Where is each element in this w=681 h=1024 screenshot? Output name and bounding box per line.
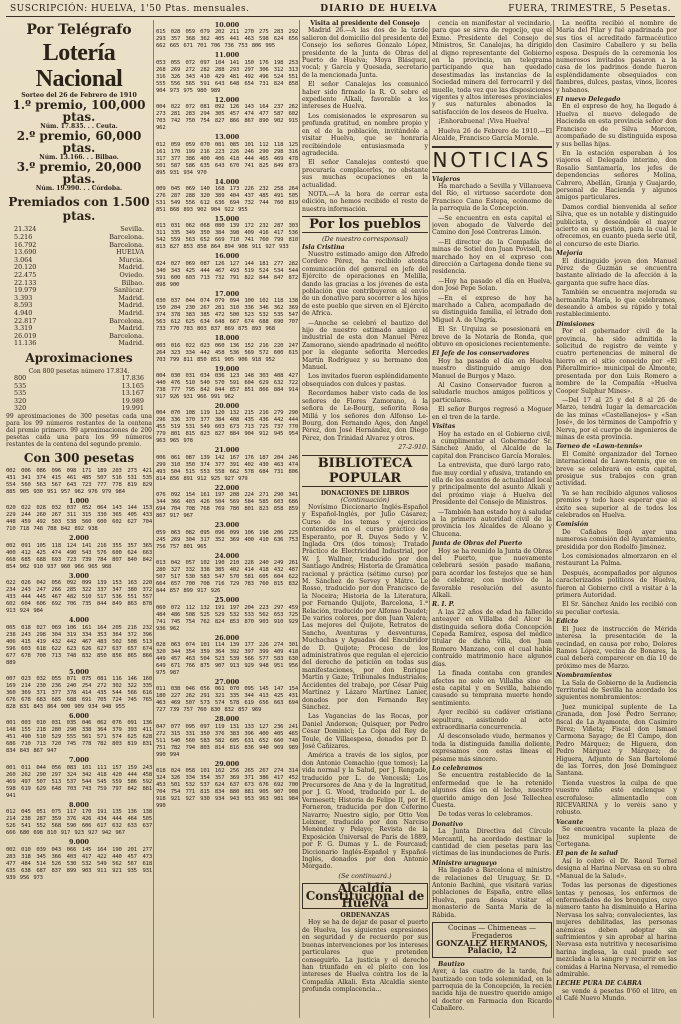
news-item-heading: Viajeros — [432, 175, 461, 183]
news-item-body: —También han estado hoy á saludar a la primera autoridad civil de la provincia los Alcaldes de Aloano y Chucena. — [432, 508, 552, 538]
news-item-body: El señor Burgos regresó a Moguer en el tren de la tarde. — [432, 406, 552, 421]
prize-third-number: Núm. 19.990. . . Córdoba. — [35, 185, 123, 193]
news-item-body: Juez municipal suplente de La Granada, don José Pedro Serrano; fiscal de La Ayamonte, don Casimiro Pérez; Viñeta; Fiscal don Ismael Carmona Sayago; de El Campo, don Pedro Márquez; de Higuera, don Pedro Márquez y Márquez; de Higuera, Adjunto de San Bartolomé de las Torres, don José Domínguez Santana. — [556, 703, 677, 778]
number-block-heading: 22.000 — [214, 483, 240, 492]
advert-cocinas — [432, 922, 552, 958]
news-item-heading: Donativo — [432, 820, 463, 828]
news-item-body: Se encuentra restablecido de la enfermedad que le ha retenido algunos días en el lecho, nuestro querido amigo don José Tellechea Cuesta. — [432, 772, 552, 809]
visit-paragraph: El señor Canalejas contestó que procuraría complacerles, no obstante sus muchas ocupaciones en la actualidad. — [302, 159, 428, 189]
aprox-amount: 320 — [14, 396, 27, 405]
column-rule — [429, 20, 430, 1018]
alcaldia-subheading: ORDENANZAS — [340, 912, 390, 920]
premiado-number: 3.319 — [14, 324, 33, 333]
news-item-heading: R. I. P. — [432, 601, 455, 609]
biblioteca-end: (Se continuará.) — [338, 871, 392, 880]
news-item-heading: Visitas — [432, 423, 456, 431]
number-block: 007 023 032 055 071 075 081 116 146 160 169 214 230 236 240 254 272 302 322 335 360 369 371 377 378 414 435 544 566 616 676 678 683 685 688 691 705 724 745 765 828 831 843 864 900 909 934 948 955 — [6, 675, 152, 710]
number-block: 012 045 051 075 117 170 191 135 136 138 214 238 287 359 376 426 434 444 464 505 526 541 552 568 590 606 617 632 633 637 666 680 698 810 917 923 927 942 967 — [6, 809, 152, 837]
news-item-body: En el expreso de hoy, ha llegado á Huelva el nuevo delegado de Hacienda en esta provincia señor don Francisco de Silva Morcon, acompañado de su distinguida esposa y sus bellas hijas. — [556, 103, 677, 148]
pueblos-paragraph: —Anoche se celebró el bautizo del hijo de nuestro estimado amigo el industrial de esta don Manuel Pérez Zamorano, siendo apadrinado el neófito por la elegante señorita Mercedes Martín Rodríguez y su hermano don Manuel. — [302, 319, 428, 372]
news-item-body: —Se encuentra en esta capital el joven abogado de Valverde del Camino don José Contreras Limón. — [432, 214, 552, 237]
news-item-heading: Lo celebramos — [432, 764, 483, 772]
premiado-number: 8.593 — [14, 301, 33, 310]
number-block-heading: 2.000 — [68, 534, 89, 543]
bautizo-heading: Bautizo — [438, 960, 465, 968]
number-block-heading: 18.000 — [214, 334, 240, 343]
news-item-body: Al desconsolado viudo, hermanos y toda la distinguida familia doliente, expresamos con estas líneas el pésame más sincero. — [432, 733, 552, 763]
premiado-city: Madrid. — [118, 301, 144, 310]
premiado-city: Sevilla. — [120, 225, 144, 234]
news-item-body: Damos cordial bienvenida al señor Silva, que es un notable y distinguido publicista, y deseándole el mayor acierto en su gestión, para la cual le ofrecemos, en cuanto pueda serle útil, el concurso de este Diario. — [556, 203, 677, 248]
prize-second-number: Núm. 13.166. . . Bilbao. — [39, 154, 119, 162]
premiado-number: 3.064 — [14, 255, 33, 264]
news-item-body: El Sr. Sánchez Anido les recibió con su peculiar cortesía. — [556, 601, 677, 616]
news-item-body: se vende á pesetas 0'60 el litro, en el Café Nuevo Mundo. — [556, 987, 677, 1003]
bautizo-continued: La neófita recibió el nombre de María del Pilar y fué apadrinada por sus tíos el acreditado farmacéutico don Casimiro Caballero y su bella esposa. Después de la ceremonia los numerosos invitados pasaron a la casa de los padrinos donde fueron espléndidamente obsequiados con fiambres, dulces, pastas, vinos, licores y habanos. — [556, 20, 677, 94]
news-item-heading: Comisión — [556, 521, 589, 529]
number-block: 012 059 059 070 081 085 101 112 118 125 161 170 199 216 223 226 246 290 298 316 317 377 386 400 406 418 444 465 469 478 501 587 586 635 643 670 741 825 849 873 895 931 934 970 — [156, 141, 298, 176]
news-item-body: El Juez de instrucción de Mérida interesa la presentación de la vecindad, en causa por robo, Dolores Ramos López, vecina de Bonares, la cual deberá comparecer en día 10 de próximo mes de Marzo. — [556, 625, 677, 670]
news-item-body: —Hoy ha pasado el día en Huelva, don José Pepe Solan. — [432, 277, 552, 293]
prize-first-amount: 1.º premio, 100,000 ptas. — [12, 98, 146, 125]
biblioteca-paragraph: América a través de los siglos, por don Antonio Cemachio (que tomos); La vida normal y la Salud, por J. Rengade, traducido por L. de Venceslá; Los Precursores de Ana y de la Ingratitud, por J. G. Wood, traducido por L. de Vermesett; Historia de Felipe II, por H. Forneron, traducida por don Ceferino Navarro; Nuestro siglo, por Otto Von Leixner, traducido por don Narciso Menéndez y Pelayo; Revista de la Exposición Universal de París de 1889, por F. G. Dumas y L. de Fourcaud; Diccionario Inglés-Español y Español-Inglés, donados por don Antonio Morgado. — [302, 752, 428, 871]
premiado-row — [6, 340, 152, 348]
lottery-telegraph-heading: Por Telégrafo — [26, 22, 132, 38]
aprox-intro: Con 800 pesetas número 17.834. — [28, 367, 130, 375]
premiado-city: Madrid. — [118, 308, 144, 317]
pueblos-paragraph: Recordamos haber visto cada de los señores de Flores Zamorano, á la señora de Le-Bourg, señorita Rosa Millá y los señores don Alfonso Le-Bourg, don Fernando Ages, don Angel Pérez, don José Hernández, don Diego Pérez, don Trinidad Alvarez y otros. — [302, 390, 428, 442]
alcaldia-paragraph: cencia en manifestar al vecindario, para que se sirva de regocijo, que el Exmo. Presidente del Consejo de Ministros, Sr. Canalejas, ha dirigido al digno representante del Gobierno en la provincia, un telegrama participando que han quedado desestimadas las instancias de la Sociedad minera del ferrocarril y del muelle, toda vez que las disposiciones vigentes y altos intereses provinciales y sus naturales abonados la satisfacción de los deseos de Huelva. — [432, 20, 552, 116]
number-block-heading: 27.000 — [214, 677, 240, 686]
biblioteca-paragraph: Novísimo Diccionario Inglés-Español y Español-Inglés, por Julio Cásarez; Curso de los temas y ejercicios contenidos en el curso práctico de Esperanto, por R. Duyos Sedo y V. Inglada Ors (dos tomos); Tratado Práctico de Electricidad Industrial, por W. J. Wallner, traducido por don Santiago Andrés; Historia de Gramática racional y práctica (sétimo curso) por M. Sánchez de Servey y Mátre. Le Rosso, traducido por don Francisco de la Noceira; Historia de la Literatura, por Fernando Quijote, Barcelona, 1.ª Relación, traducido por Alfonso Daudet; De varios colores, por don Juan Valera; Las mejores del Quijote, Retratos de Sancho, Aventuras y desventuras, Muchachas y Aguadas del Encubridor de D. Quijote; Proceso de los administrativos que regulan el ejercicio del derecho de petición en todas sus manifestaciones, por don Enrique Martín y Gaze; Tribunales Industriales; Accidentes del trabajo, por César Puig Martínez y Lázaro Martínez Lanier, donados por don Fernando Rey Sánchez. — [302, 503, 428, 711]
aprox-number: 19.989 — [121, 396, 144, 405]
premiado-city: Madrid. — [118, 339, 144, 348]
number-block: 002 006 086 096 098 171 189 203 273 421 431 341 374 415 461 485 507 516 531 535 554 560 563 567 643 723 777 778 819 829 885 905 930 951 957 962 976 979 984 — [6, 467, 152, 495]
alcaldia-heading: Alcaldía Constitucional de Huelva — [302, 883, 428, 909]
premiado-city: Madrid. — [118, 324, 144, 333]
news-item-body: Ha llegado a Barcelona el ministro de relaciones del Uruguay, Sr. D. Antonio Bachini, que visitará varias poblaciones de España, entre ellas Huelva, para desea visitar el monasterio de Santa María de la Rábida. — [432, 867, 552, 919]
news-item-body: —En el expreso de hoy ha marchado a Cabra, acompañado de su distinguida familia, el letrado don Miguel A. de Ungría. — [432, 294, 552, 324]
news-item-body: Por el gobernador civil de la provincia, ha sido admitida la solicitud de registro de veinte y cuatro pertenencias de mineral de hierro en el sitio conocido por «El Piñerallmirio» municipal de Almonte, presentada por don Luis Romero a nombre de la Compañía «Huelva Cooper Sulphur Mines». — [556, 328, 677, 395]
pueblos-paragraph: Los invitados fueron espléndidamente obsequiados con dulces y pastas. — [302, 373, 428, 388]
number-block-heading: 26.000 — [214, 633, 240, 642]
aproximaciones-heading: Aproximaciones — [25, 350, 133, 365]
premiado-city: Sanlúcar. — [113, 286, 144, 295]
number-block: 015 028 059 079 202 211 270 275 283 292 293 357 368 362 405 441 463 598 624 656 662 665 671 701 706 736 753 806 995 — [156, 29, 298, 50]
number-block-heading: 25.000 — [214, 596, 240, 605]
number-block-heading: 28.000 — [214, 715, 240, 724]
news-item-body: El Comité organizador del Torneo internacional de Lawn-tennis, que en breve se celebrará en esta capital, prosigue sus trabajos con gran actividad. — [556, 450, 677, 488]
news-item-body: Los comisionados almorzaron en el restaurant La Palma. — [556, 553, 677, 568]
premiado-number: 5.216 — [14, 233, 33, 241]
news-item-body: Hoy se ha reunido la Junta de Obras del Puerto, que nuevamente celebrará sesión pasado mañana, para acordar los festejos que se han de celebrar, con motivo de la favorable resolución del asunto Alkali. — [432, 547, 552, 600]
premiado-number: 22.133 — [14, 278, 37, 287]
premiado-city: Barcelona. — [109, 331, 144, 340]
premiado-number: 22.817 — [14, 316, 37, 325]
aprox-number: 13.165 — [121, 381, 144, 390]
news-item-body: —Del 17 al 25 y del 8 al 26 de Marzo, tendrá lugar la demarcación de las minas «Castellanejos» y «San José», de los términos de Campofrío y Nerva, por el cuerpo de ingenieros de minas de esta provincia. — [556, 396, 677, 441]
number-block: 013 042 057 102 190 210 226 240 249 261 280 327 332 338 385 402 414 418 432 487 507 517 530 583 547 570 581 605 604 622 664 657 700 708 716 729 783 760 815 832 844 857 899 917 926 — [156, 560, 298, 595]
subscription-local: SUSCRIPCIÓN: HUELVA, 1'50 Ptas. mensuales. — [10, 4, 250, 14]
bautizo-item — [432, 961, 552, 1013]
premiado-number: 11.136 — [14, 339, 37, 348]
news-item-body: Al Casino Conservador fueron a saludarle muchos amigos políticos y particulares. — [432, 382, 552, 404]
number-block: 001 011 044 056 083 101 111 157 159 243 260 262 290 297 324 342 418 420 444 458 469 497 507 513 537 544 545 559 586 592 598 619 629 648 703 743 759 797 842 881 941 — [6, 764, 152, 799]
news-item-heading: Ministro uruguayo — [432, 859, 497, 867]
prize-first — [6, 99, 152, 192]
number-block: 004 022 072 081 092 126 143 164 237 262 273 281 283 294 305 457 474 477 587 602 703 742 750 754 827 866 867 890 902 915 962 — [156, 104, 298, 132]
prize-second-amount: 2.º premio, 60,000 ptas. — [16, 129, 142, 156]
aprox-row — [6, 405, 152, 413]
con300-heading: Con 300 pesetas — [23, 450, 135, 465]
news-item-body: En la estación esperaban á los viajeros el Delegado interino, don Rosalío Santamaría, los jefes de dependencias señores Molina, Cabrero, Abellán, Granja y Guajardo, personal de Hacienda y algunos amigos particulares. — [556, 149, 677, 202]
premiado-number: 16.792 — [14, 240, 37, 249]
biblioteca-heading: BIBLIOTECA POPULAR — [302, 455, 428, 487]
number-block-heading: 8.000 — [68, 800, 89, 809]
news-item-heading: El Jefe de los conservadores — [432, 350, 530, 358]
pueblos-date: 27-2-910. — [398, 444, 428, 452]
aprox-amount: 535 — [14, 389, 27, 398]
pueblos-body — [302, 251, 428, 442]
noticias-heading: NOTICIAS — [432, 147, 552, 172]
con300-blocks — [6, 468, 152, 882]
number-block: 006 061 087 139 142 167 176 187 204 246 299 310 350 374 377 391 402 430 463 474 493 504 515 553 558 662 578 684 731 806 814 856 891 912 925 927 979 — [156, 454, 298, 482]
masthead-bar — [6, 2, 675, 17]
alcaldia-paragraph: ¡Enhorabuena! ¡Viva Huelva! — [438, 118, 530, 126]
newspaper-title: DIARIO DE HUELVA — [320, 4, 438, 14]
premiado-city: Barcelona. — [109, 233, 144, 241]
news-item-heading: LECHE PURA DE CABRA — [556, 980, 642, 988]
visit-paragraph: Madrid 26.—A las dos de la tarde salieron del domicilio del presidente del Consejo los señores Gonzalo López, presidente de la Junta de Obras del Puerto de Huelva; Moya Blásquez, vocal; y García y Quesada, secretario de la mencionada Junta. — [302, 27, 428, 79]
news-item-body: Ha marchado a Sevilla y Villanueva del Río, el virtuoso sacerdote don Francisco Cano Estepa, ecónomo de la parroquia de la Concepción. — [432, 182, 552, 213]
news-item-body: Ya se han recibido algunos valiosos premios y todo hace esperar que el éxito sea superior al de todos los celebrados en Huelva. — [556, 489, 677, 519]
number-block: 053 055 072 097 104 141 150 176 198 253 268 269 272 282 288 293 297 306 312 313 316 326 343 410 429 481 492 496 524 551 555 556 565 591 643 648 654 731 824 858 904 973 975 980 989 — [156, 59, 298, 94]
aprox-note: 99 aproximaciones de 300 pesetas cada una para los 99 números restantes de la centena del premio primero. 99 aproximaciones de 200 pesetas cada una para los 99 números restantes de la centena del segundo premio. — [6, 412, 152, 448]
number-block-heading: 16.000 — [214, 252, 240, 261]
number-block: 004 070 108 119 120 132 215 216 279 290 296 336 370 377 384 408 435 436 442 444 455 519 531 549 603 673 713 725 737 770 779 801 815 823 827 884 904 912 945 954 963 965 978 — [156, 410, 298, 445]
news-item-heading: Edicto — [556, 618, 579, 626]
subscription-outside: FUERA, TRIMESTRE, 5 Pesetas. — [508, 4, 671, 14]
number-block-heading: 9.000 — [68, 838, 89, 847]
premiado-city: Oviedo. — [119, 270, 144, 279]
news-item-body: La Sala de Gobierno de la Audiencia Territorial de Sevilla ha acordado los siguientes nombramientos: — [556, 679, 677, 702]
biblioteca-subheading: DONACIONES DE LIBROS — [320, 489, 410, 497]
visit-body — [302, 27, 428, 189]
number-block: 002 091 105 118 124 141 216 355 357 365 400 412 425 474 490 543 576 600 624 663 668 685 688 693 723 739 784 807 840 842 854 902 910 937 960 966 965 968 — [6, 542, 152, 570]
visit-paragraph: Los comisionados le expresaron su profunda gratitud, en nombre propio y en el de la población, invitándole a visitar Huelva, que se honraría recibiéndole entusiasmada y agradecida. — [302, 112, 428, 157]
number-block: 047 077 095 097 119 131 133 127 236 241 272 315 331 350 376 383 396 400 405 465 511 540 560 583 582 605 631 652 660 740 751 782 794 803 814 816 836 940 969 989 990 994 — [156, 723, 298, 758]
alcaldia-paragraph: Huelva 26 de Febrero de 1910.—El Alcalde, Francisco García Morale. — [432, 127, 552, 143]
biblioteca-paragraph: Las Vagancias de las Rocas, por Daniel Anderson; Quisquer, por Pedro César Dominici; La Copa del Rey de Toule, de Villaespesa, donados por D. José Cañizares. — [302, 713, 428, 750]
number-block: 030 037 044 074 079 094 100 102 118 138 150 204 230 267 281 310 336 346 362 369 374 378 383 385 472 500 523 532 535 547 563 612 625 634 648 667 674 688 690 707 733 770 783 803 837 869 875 893 968 — [156, 298, 298, 333]
premiado-city: Barcelona. — [109, 316, 144, 325]
aprox-amount: 535 — [14, 381, 27, 390]
noticias-items — [432, 176, 552, 920]
news-item-body: Así lo cobró el Dr. Raoul Tornel designa al Harina Nervasa en su obra «Manual de la Salud». — [556, 857, 677, 880]
prize-first-number: Núm. 17.835. . . Ceuta. — [40, 123, 118, 131]
col5-items — [556, 96, 677, 1003]
number-block: 060 072 112 132 191 197 204 223 297 459 484 486 508 525 529 532 533 562 653 725 741 745 754 762 824 853 870 903 910 929 936 962 — [156, 604, 298, 632]
premiado-number: 13.690 — [14, 248, 37, 257]
news-item-body: La entrevista, que duró largo rato, fue muy cordial y efusiva, tratando en ella de los asuntos de actualidad local y principalmente del asunto Alkali y del próximo viaje á Huelva del Presidente del Consejo de Ministros. — [432, 462, 552, 507]
premiados-heading: Premiados con 1.500 ptas. — [8, 195, 150, 224]
number-block: 001 003 010 031 035 046 062 076 091 136 148 155 218 280 290 338 364 379 393 411 451 490 510 529 555 561 571 574 625 628 686 710 713 720 745 778 782 803 819 831 834 843 867 947 — [6, 720, 152, 755]
column-numbers — [156, 20, 298, 1018]
bautizo-body: Ayer, á las cuatro de la tarde, fué bautizado con toda solemnidad, en la parroquia de la Concepción, la recién nacida hija de nuestro querido amigo el doctor en Farmacia don Ricardo Caballero. — [432, 968, 552, 1013]
column-rule — [153, 20, 154, 1018]
aprox-number: 19.991 — [121, 404, 144, 413]
premiado-city: Barcelona. — [109, 240, 144, 249]
premiado-number: 20.120 — [14, 263, 37, 272]
biblioteca-body — [302, 504, 428, 871]
aprox-amount: 800 — [14, 373, 27, 382]
premiado-city: Bilbao. — [121, 278, 144, 287]
number-block-heading: 15.000 — [214, 215, 240, 224]
pueblos-subheading: (De nuestro corresponsal) — [322, 235, 408, 244]
lottery-title: Lotería Nacional — [35, 40, 123, 92]
number-block-heading: 24.000 — [214, 551, 240, 560]
number-block: 003 016 022 023 060 136 152 216 220 247 264 323 334 442 458 536 569 572 600 615 703 799 811 850 851 905 906 918 952 — [156, 342, 298, 363]
news-item-body: Todas las personas de digestiones lentas y penosas, los enfermos de enfermedades de los bronquios, cuyo número tanto ha disminuido a Harina Nervasa los salva; convalecientes, las mujeres debilitadas, las personas anémicas deben adoptar sin sufrimientos y sin aprobar al harina Nervasa esta nutritiva y necesarísima harina inglesa, la cuál puede ser mezclada a la sangre y recurrir en las comidas á Harina Nervasa, el remedio admirable. — [556, 882, 677, 978]
news-item-body: Hoy ha pasado el día en Huelva nuestro distinguido amigo don Manuel de Burgos y Mazo. — [432, 357, 552, 380]
number-block-heading: 12.000 — [214, 95, 240, 104]
pueblos-place: Isla Cristina — [302, 243, 345, 251]
news-item-body: La finada contaba con grandes afectos no solo en Villalba sino en esta capital y en Sevilla, habiendo causado su temprana muerte hondo sentimiento. — [432, 670, 552, 707]
news-item-body: De Cañabes llegó ayer una numerosa comisión del Ayuntamiento, presidida por don Rodolfo Jiménez. — [556, 528, 677, 551]
number-block: 002 010 039 043 066 145 164 190 201 277 283 318 345 366 403 417 422 440 457 473 477 484 514 526 530 532 549 562 567 618 635 638 687 837 899 903 911 921 935 931 939 956 973 — [6, 846, 152, 881]
premiado-number: 26.019 — [14, 331, 37, 340]
premiado-number: 4.940 — [14, 308, 33, 317]
number-block: 022 026 042 056 092 099 139 153 163 220 234 243 247 266 285 322 337 347 380 372 433 444 445 467 482 510 517 536 551 557 602 604 606 692 706 735 844 849 863 878 913 924 984 — [6, 580, 152, 615]
pueblos-paragraph: Nuestro estimado amigo don Alfredo Cordero Pérez, ha recibido atenta comunicación del general en jefe del Ejército de operaciones en Melilla, dando las gracias a los jóvenes de esta población que contribuyeron al envío de un donativo para socorrer a los hijos de este pueblo que sirven en el Ejército de Africa. — [302, 250, 428, 318]
premiado-number: 3.393 — [14, 293, 33, 302]
number-block-heading: 11.000 — [214, 51, 240, 60]
column-rule — [299, 20, 300, 1018]
news-item-body: El Sr. Urquiza se posesionará en breve de la Notaría de Ronda, que obtuvo en oposiciones recientemente. — [432, 326, 552, 349]
number-block-heading: 14.000 — [214, 177, 240, 186]
news-item-body: Se encuentra vacante la plaza de Juez municipal suplente de Cortegana. — [556, 826, 677, 849]
number-block: 028 063 074 101 114 139 177 226 274 301 320 344 354 359 364 392 397 399 409 418 449 457 463 504 523 539 566 577 583 630 649 671 766 875 907 913 929 948 951 956 975 987 — [156, 641, 298, 676]
news-item-body: También se encuentra mejorada su hermanita María, lo que celebramos, deseando á ambos su rápido y total restablecimiento. — [556, 289, 677, 319]
aprox-number: 13.167 — [121, 389, 144, 398]
number-block-heading: 29.000 — [214, 759, 240, 768]
column-lottery — [6, 20, 152, 1018]
number-block: 009 045 069 140 168 173 226 232 258 264 276 287 288 320 389 404 437 485 491 505 531 549 556 612 636 694 732 744 760 819 851 868 893 902 904 922 955 — [156, 186, 298, 214]
news-item-body: Ayer recibió su cadáver cristiana sepultura, asistiendo al acto extraordinaria concurrencia. — [432, 709, 552, 731]
news-item-body: Hoy ha estado en el Gobierno civil, a cumplimentar al Gobernador Sr. Sánchez Anido, el Alcalde de la capital don Francisco García Morales. — [432, 430, 552, 460]
number-block: 018 024 058 101 162 256 265 267 274 314 324 326 334 354 357 369 371 386 417 452 453 501 532 537 624 637 673 676 692 700 704 754 771 815 834 880 881 905 907 908 918 921 927 930 934 943 953 963 981 984 990 — [156, 768, 298, 810]
news-item-heading: Vacante — [556, 818, 584, 826]
aprox-amount: 320 — [14, 404, 27, 413]
number-block-heading: 10.000 — [214, 21, 240, 29]
number-block: 011 038 046 056 061 070 095 145 147 154 180 227 262 291 321 335 344 413 425 431 463 469 507 573 574 578 619 656 663 694 727 739 757 760 830 832 857 969 — [156, 686, 298, 714]
premiado-city: Madrid. — [118, 263, 144, 272]
news-item-body: A las 22 años de edad ha fallecido anteayer en Villalba del Alcor la distinguida señora doña Concepción Cepeda Ramírez, esposa del médico titular de dicha villa, don Juan Romero Manzano, con el cual había contraído matrimonio hace algunos días. — [432, 608, 552, 668]
aprox-list — [6, 375, 152, 413]
number-block: 004 030 031 034 036 123 148 303 408 427 440 476 510 540 570 591 604 629 632 722 738 777 795 842 844 857 851 866 884 914 917 926 931 966 991 962 — [156, 373, 298, 401]
alcaldia-continued — [432, 20, 552, 143]
number-block-heading: 7.000 — [68, 756, 89, 765]
column-news-3 — [556, 20, 677, 1018]
number-block-heading: 20.000 — [214, 402, 240, 411]
visit-heading: Visita al presidente del Consejo — [310, 20, 420, 27]
premiado-number: 21.324 — [14, 225, 37, 234]
number-block-heading: 21.000 — [214, 446, 240, 455]
number-block-heading: 3.000 — [68, 571, 89, 580]
number-block: 013 031 062 068 080 139 172 232 287 303 311 335 349 350 384 398 409 416 417 536 542 559 563 652 669 710 741 760 799 810 813 827 853 858 864 894 908 911 927 933 — [156, 223, 298, 251]
number-block: 076 092 154 161 197 208 224 271 290 341 344 366 403 426 504 569 584 585 603 686 694 704 708 768 769 780 801 823 858 859 867 917 967 — [156, 492, 298, 520]
number-block-heading: 19.000 — [214, 364, 240, 373]
number-block: 020 022 028 032 037 052 064 143 144 153 229 244 260 267 311 315 330 365 405 433 448 459 492 503 538 560 600 602 627 704 710 718 748 788 842 892 938 — [6, 505, 152, 533]
draw-date: Sorteo del 26 de Febrero de 1910 — [21, 92, 137, 99]
number-block-heading: 1.000 — [68, 496, 89, 505]
premiado-city: Murcia. — [118, 255, 144, 264]
news-item-body: Después, acompañados por algunos caracterizados políticos de Huelva, fueron al Gobierno civil a visitar á la primera Autoridad. — [556, 569, 677, 600]
premiado-number: 19.979 — [14, 286, 37, 295]
premiado-city: Madrid. — [118, 293, 144, 302]
advert-title: Cocinas — Chimeneas — Fregaderos — [448, 924, 536, 940]
premiado-number: 22.475 — [14, 270, 37, 279]
news-item-heading: Dimisiones — [556, 320, 595, 328]
pueblos-heading: Por los pueblos — [302, 216, 428, 233]
biblioteca-continuation: (Continuación) — [340, 495, 390, 504]
number-block-heading: 17.000 — [214, 289, 240, 298]
number-block: 024 027 069 087 126 127 144 181 277 282 340 343 425 444 467 493 519 524 534 544 591 600 603 713 732 791 822 844 847 872 898 900 — [156, 260, 298, 288]
news-item-body: La Junta Directiva del Círculo Mercantil, ha acordado destinar la cantidad de cien pesetas para las víctimas de las inundaciones de París. — [432, 828, 552, 858]
number-block-heading: 6.000 — [68, 711, 89, 720]
news-item-heading: El nuevo Delegado — [556, 96, 621, 104]
news-item-body: Tienda vuestros la culpa de que vuestro niño esté enclenque y escrofuloso: alimentadlo con RICEVARINA y lo veréis sano y robusto. — [556, 779, 677, 817]
aprox-number: 17.836 — [121, 373, 144, 382]
number-block-heading: 5.000 — [68, 667, 89, 676]
prize-third-amount: 3.º premio, 20,000 ptas. — [16, 160, 142, 187]
news-item-heading: Nombramientos — [556, 672, 612, 680]
number-block: 059 063 082 095 096 099 106 198 206 225 245 269 304 317 352 369 400 410 636 753 756 757 801 965 — [156, 529, 298, 550]
alcaldia-body: Hoy se ha de dejar de pasar el puerto de Huelva, los siguientes expresiones en seguridad y de recuerdo por sus buenas intervenciones por los intereses particulares que pretenden conseguirlo. La justicia y el derecho han triunfado en el pleito con los intereses de Huelva contra los de la Compañía Alkali. Esta Alcaldía siente profunda complacencia... — [302, 919, 428, 994]
news-item-heading: El pan de la salud — [556, 850, 618, 858]
news-item-heading: Torneo de «Lawn-tennis» — [556, 443, 643, 451]
news-item-heading: Junta de Obras del Puerto — [432, 540, 523, 548]
advert-body: GONZALEZ HERMANOS, Palacio, 12 — [436, 937, 548, 956]
number-block-heading: 23.000 — [214, 521, 240, 530]
column-rule — [553, 20, 554, 1018]
number-block-heading: 13.000 — [214, 133, 240, 142]
column-news-1 — [302, 20, 428, 1018]
number-block: 005 018 027 069 106 161 164 205 216 232 238 243 298 304 319 334 353 364 372 396 406 415 419 432 442 467 483 502 508 513 596 603 618 622 623 626 627 637 657 674 677 678 700 713 748 832 850 856 865 866 889 — [6, 624, 152, 666]
premiado-city: HUELVA — [116, 248, 144, 257]
news-item-body: De todas veras lo celebramos. — [438, 811, 533, 819]
news-item-heading: Mejoría — [556, 250, 583, 258]
number-block-heading: 4.000 — [68, 616, 89, 625]
premiados-list — [6, 226, 152, 348]
visit-paragraph: El señor Canalejas les comunicó haber sido firmado la R. O. sobre el expediente Alkali, favorable a los intereses de Huelva. — [302, 81, 428, 111]
news-item-body: El distinguido joven don Manuel Pérez de Guzmán se encuentra bastante aliviado de la afección á la garganta que sufre hace días. — [556, 257, 677, 287]
visit-note: NOTA.—A la hora de cerrar esta edición, no hemos recibido el resto de nuestra información. — [302, 190, 428, 213]
news-item-body: —El director de la Compañía de minas de Sotiel don Juan Povisell, ha marchado hoy en el expreso con dirección a Cartagena donde tiene su residencia. — [432, 238, 552, 276]
column-news-2 — [432, 20, 552, 1018]
